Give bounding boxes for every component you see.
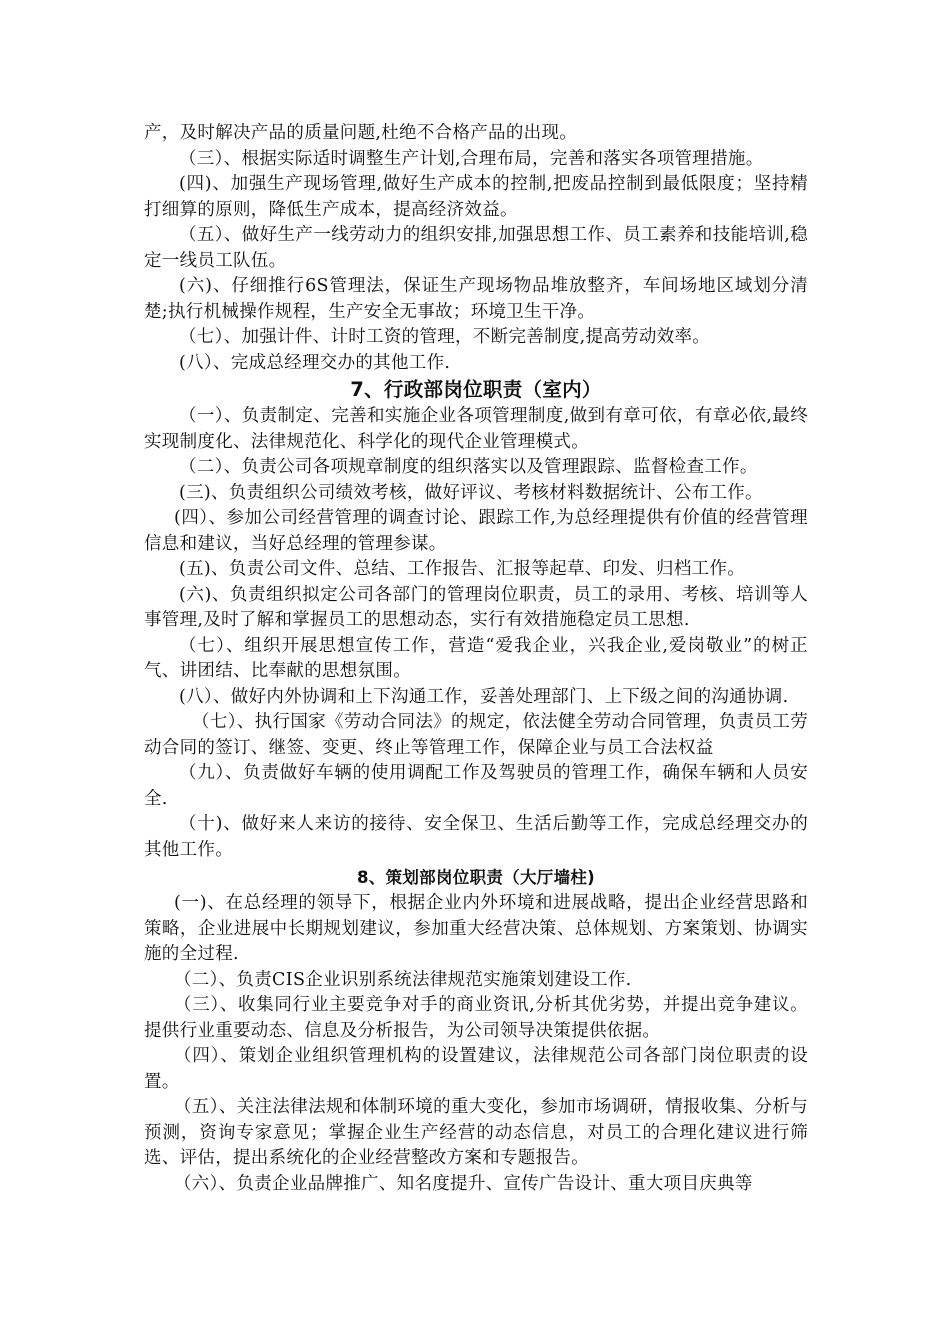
- paragraph: （四）、策划企业组织管理机构的设置建议，法律规范公司各部门岗位职责的设置。: [144, 1046, 808, 1092]
- paragraph: (六)、负责组织拟定公司各部门的管理岗位职责，员工的录用、考核、培训等人事管理,及时了解和掌握员工的思想动态，实行有效措施稳定员工思想.: [144, 584, 808, 630]
- document-page: [144, 121, 808, 1197]
- paragraph: (四)、加强生产现场管理,做好生产成本的控制,把废品控制到最低限度；坚持精打细算的原则，降低生产成本，提高经济效益。: [144, 174, 808, 220]
- paragraph: (四）、参加公司经营管理的调查讨论、跟踪工作,为总经理提供有价值的经营管理信息和建议，当好总经理的管理参谋。: [144, 508, 808, 554]
- paragraph: (一)、在总经理的领导下，根据企业内外环境和进展战略，提出企业经营思路和策略，企业进展中长期规划建议，参加重大经营决策、总体规划、方案策划、协调实施的全过程.: [144, 893, 808, 964]
- section-7-heading: 7、行政部岗位职责（室内）: [350, 378, 602, 401]
- paragraph: （十)、做好来人来访的接待、安全保卫、生活后勤等工作，完成总经理交办的其他工作。: [144, 814, 808, 860]
- paragraph: (三)、负责组织公司绩效考核，做好评议、考核材料数据统计、公布工作。: [179, 482, 763, 503]
- section-8-heading: 8、策划部岗位职责（大厅墙柱): [356, 868, 596, 887]
- paragraph: (八）、做好内外协调和上下沟通工作，妥善处理部门、上下级之间的沟通协调.: [179, 686, 789, 707]
- paragraph: （六）、负责企业品牌推广、知名度提升、宣传广告设计、重大项目庆典等: [174, 1173, 753, 1194]
- paragraph: （七）、执行国家《劳动合同法》的规定，依法健全劳动合同管理，负责员工劳动合同的签订、继签、变更、终止等管理工作，保障企业与员工合法权益: [144, 712, 808, 758]
- paragraph: (五)、负责公司文件、总结、工作报告、汇报等起草、印发、归档工作。: [179, 559, 746, 579]
- paragraph: （二）、负责公司各项规章制度的组织落实以及管理跟踪、监督检查工作。: [179, 457, 758, 477]
- paragraph: （九）、负责做好车辆的使用调配工作及驾驶员的管理工作，确保车辆和人员安全.: [144, 763, 808, 809]
- paragraph: （五）、做好生产一线劳动力的组织安排,加强思想工作、员工素养和技能培训,稳定一线员工队伍。: [144, 225, 808, 271]
- paragraph: （二）、负责CIS企业识别系统法律规范实施策划建设工作.: [174, 969, 632, 990]
- paragraph: （一）、负责制定、完善和实施企业各项管理制度,做到有章可依，有章必依,最终实现制度化、法律规范化、科学化的现代企业管理模式。: [144, 406, 808, 452]
- paragraph: （七）、加强计件、计时工资的管理，不断完善制度,提高劳动效率。: [179, 327, 711, 347]
- paragraph: （三）、根据实际适时调整生产计划,合理布局，完善和落实各项管理措施。: [179, 148, 764, 169]
- paragraph: （七）、组织开展思想宣传工作，营造“爱我企业，兴我企业,爱岗敬业”的树正气、讲团结、比奉献的思想氛围。: [144, 635, 808, 681]
- paragraph: 产，及时解决产品的质量问题,杜绝不合格产品的出现。: [144, 123, 578, 143]
- paragraph: (八）、完成总经理交办的其他工作.: [179, 352, 451, 373]
- paragraph: （五）、关注法律法规和体制环境的重大变化，参加市场调研，情报收集、分析与预测，资询专家意见；掌握企业生产经营的动态信息，对员工的合理化建议进行筛选、评估，提出系统化的企业经营整改方案和专题报告。: [144, 1097, 808, 1168]
- paragraph: （三）、收集同行业主要竞争对手的商业资讯,分析其优劣势，并提出竞争建议。提供行业重要动态、信息及分析报告，为公司领导决策提供依据。: [144, 995, 808, 1041]
- paragraph: (六)、仔细推行6S管理法，保证生产现场物品堆放整齐，车间场地区域划分清楚;执行机械操作规程，生产安全无事故；环境卫生干净。: [144, 276, 808, 322]
